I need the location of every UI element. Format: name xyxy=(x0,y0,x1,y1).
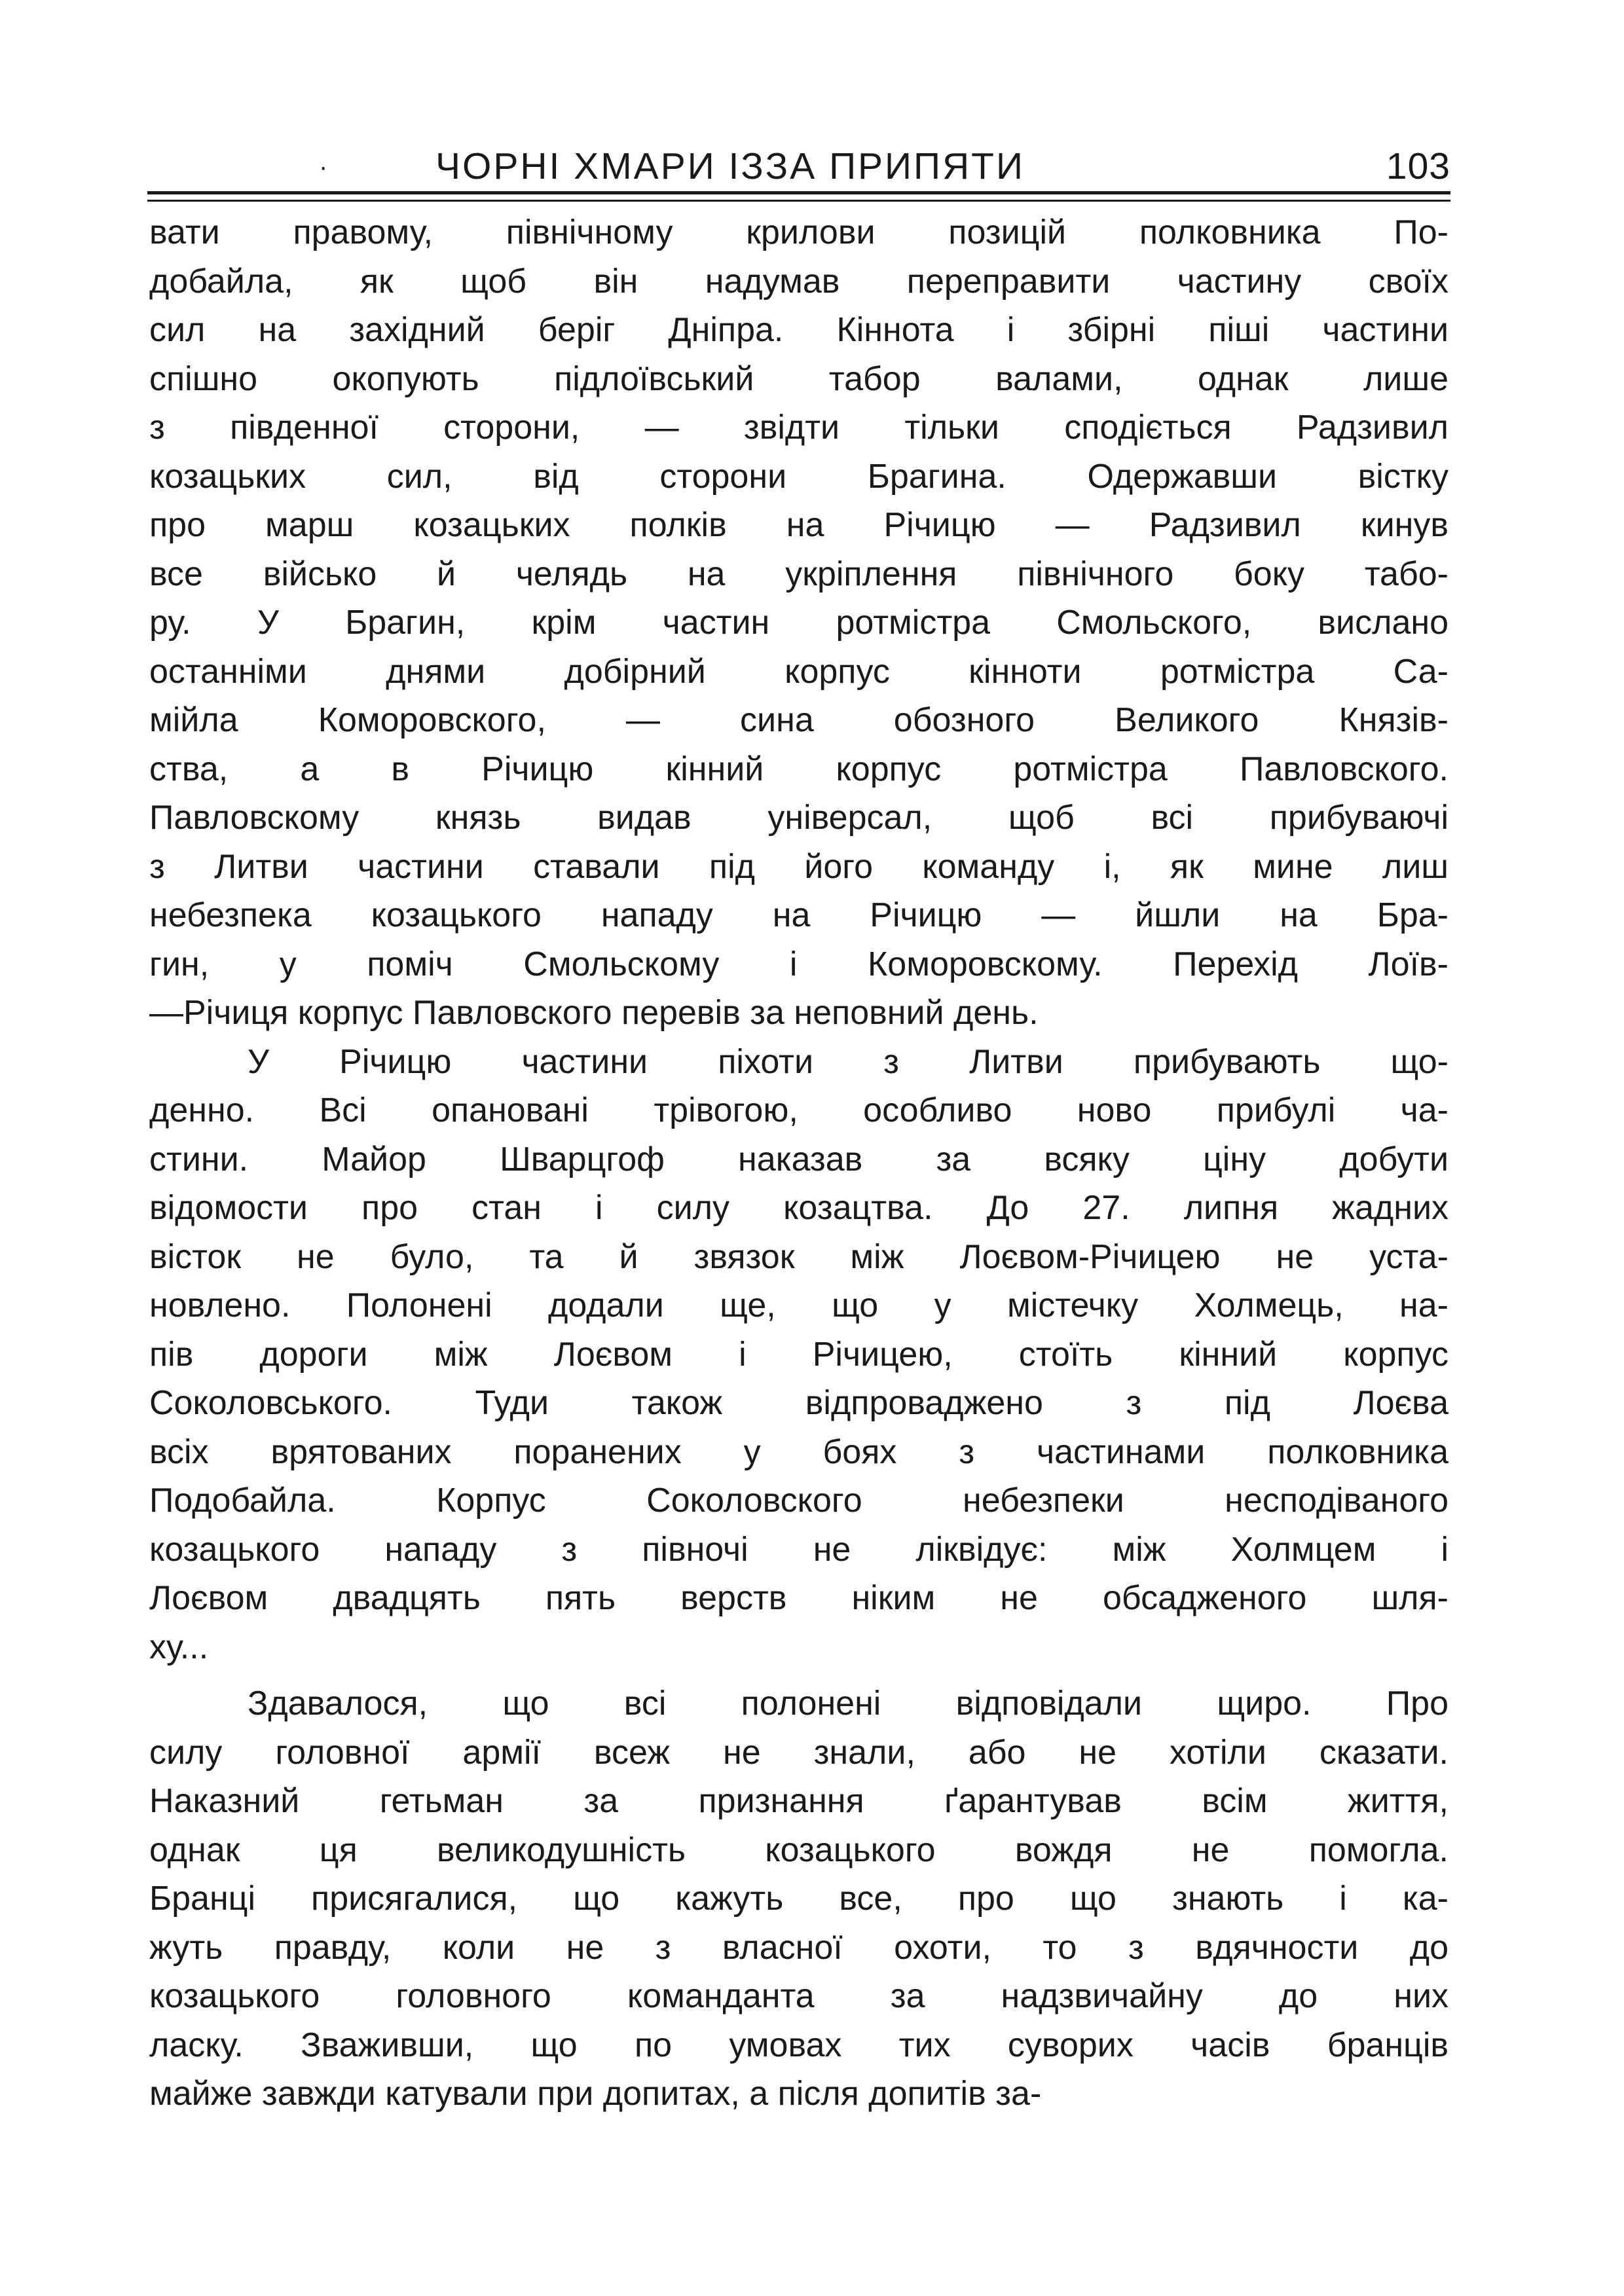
text-line: однак ця великодушність козацького вождя не помогла. xyxy=(149,1831,1449,1869)
text-line: небезпека козацького нападу на Річицю — йшли на Бра- xyxy=(149,896,1449,934)
text-line: Павловскому князь видав універсал, щоб всі прибуваючі xyxy=(149,799,1449,837)
paragraph xyxy=(149,1679,1449,2119)
text-line: силу головної армії всеж не знали, або не хотіли сказати. xyxy=(149,1733,1449,1772)
text-line: пів дороги між Лоєвом і Річицею, стоїть кінний корпус xyxy=(149,1335,1449,1374)
text-line: козацького головного команданта за надзвичайну до них xyxy=(149,1977,1449,2015)
text-line: про марш козацьких полків на Річицю — Радзивил кинув xyxy=(149,506,1449,544)
text-line: ру. У Брагин, крім частин ротмістра Смольского, вислано xyxy=(149,604,1449,642)
text-line: ласку. Зваживши, що по умовах тих суворих часів бранців xyxy=(149,2026,1449,2064)
text-line: жуть правду, коли не з власної охоти, то з вдячности до xyxy=(149,1928,1449,1967)
text-line: вісток не було, та й звязок між Лоєвом-Річицею не уста- xyxy=(149,1237,1449,1276)
running-header xyxy=(147,141,1450,193)
text-line: У Річицю частини піхоти з Литви прибувають що- xyxy=(248,1042,1449,1081)
header-rule-thin xyxy=(147,200,1450,202)
text-line: ху... xyxy=(149,1628,209,1666)
text-line: сил на західний беріг Дніпра. Кіннота і збірні піші частини xyxy=(149,311,1449,349)
text-line: спішно окопують підлоївський табор валами, однак лише xyxy=(149,359,1449,398)
text-line: денно. Всі опановані трівогою, особливо ново прибулі ча- xyxy=(149,1091,1449,1129)
text-line: відомости про стан і силу козацтва. До 27. липня жадних xyxy=(149,1189,1449,1227)
text-line: Здавалося, що всі полонені відповідали щиро. Про xyxy=(248,1685,1449,1722)
body-text xyxy=(149,208,1449,2119)
text-line: Лоєвом двадцять пять верств ніким не обсадженого шля- xyxy=(149,1579,1449,1617)
text-line: козацьких сил, від сторони Брагина. Одержавши вістку xyxy=(149,457,1449,496)
text-line: Подобайла. Корпус Соколовского небезпеки несподіваного xyxy=(149,1482,1449,1520)
text-line: вати правому, північному крилови позицій полковника По- xyxy=(149,213,1449,251)
header-mark: · xyxy=(319,153,328,181)
header-rule-thick xyxy=(147,191,1450,194)
text-line: —Річиця корпус Павловского перевів за неповний день. xyxy=(149,994,1039,1032)
page-number: 103 xyxy=(1386,145,1450,187)
text-line: останніми днями добірний корпус кінноти ротмістра Са- xyxy=(149,652,1449,691)
text-line: всіх врятованих поранених у боях з частинами полковника xyxy=(149,1432,1449,1471)
text-line: добайла, як щоб він надумав переправити частину своїх xyxy=(149,262,1449,301)
text-line: Соколовського. Туди також відпроваджено з під Лоєва xyxy=(149,1384,1449,1422)
text-line: стини. Майор Шварцгоф наказав за всяку ціну добути xyxy=(149,1140,1449,1178)
text-line: Наказний гетьман за признання ґарантував всім життя, xyxy=(149,1782,1449,1820)
text-line: козацького нападу з півночі не ліквідує: між Холмцем і xyxy=(149,1530,1449,1569)
text-line: ства, а в Річицю кінний корпус ротмістра Павловского. xyxy=(149,750,1449,788)
text-line: все військо й челядь на укріплення північного боку табо- xyxy=(149,555,1449,593)
text-line: майже завжди катували при допитах, а після допитів за- xyxy=(149,2075,1042,2113)
text-line: Бранці присягалися, що кажуть все, про що знають і ка- xyxy=(149,1880,1449,1918)
paragraph xyxy=(149,1038,1449,1672)
text-line: гин, у поміч Смольскому і Коморовскому. Перехід Лоїв- xyxy=(149,945,1449,983)
running-title: ЧОРНІ ХМАРИ ІЗЗА ПРИПЯТИ xyxy=(435,145,1025,187)
paragraph xyxy=(149,208,1449,1038)
text-line: з південної сторони, — звідти тільки сподіється Радзивил xyxy=(149,409,1449,446)
text-line: мійла Коморовского, — сина обозного Великого Князів- xyxy=(149,701,1449,739)
text-line: новлено. Полонені додали ще, що у містечку Холмець, на- xyxy=(149,1286,1449,1324)
text-line: з Литви частини ставали під його команду і, як мине лиш xyxy=(149,847,1449,886)
